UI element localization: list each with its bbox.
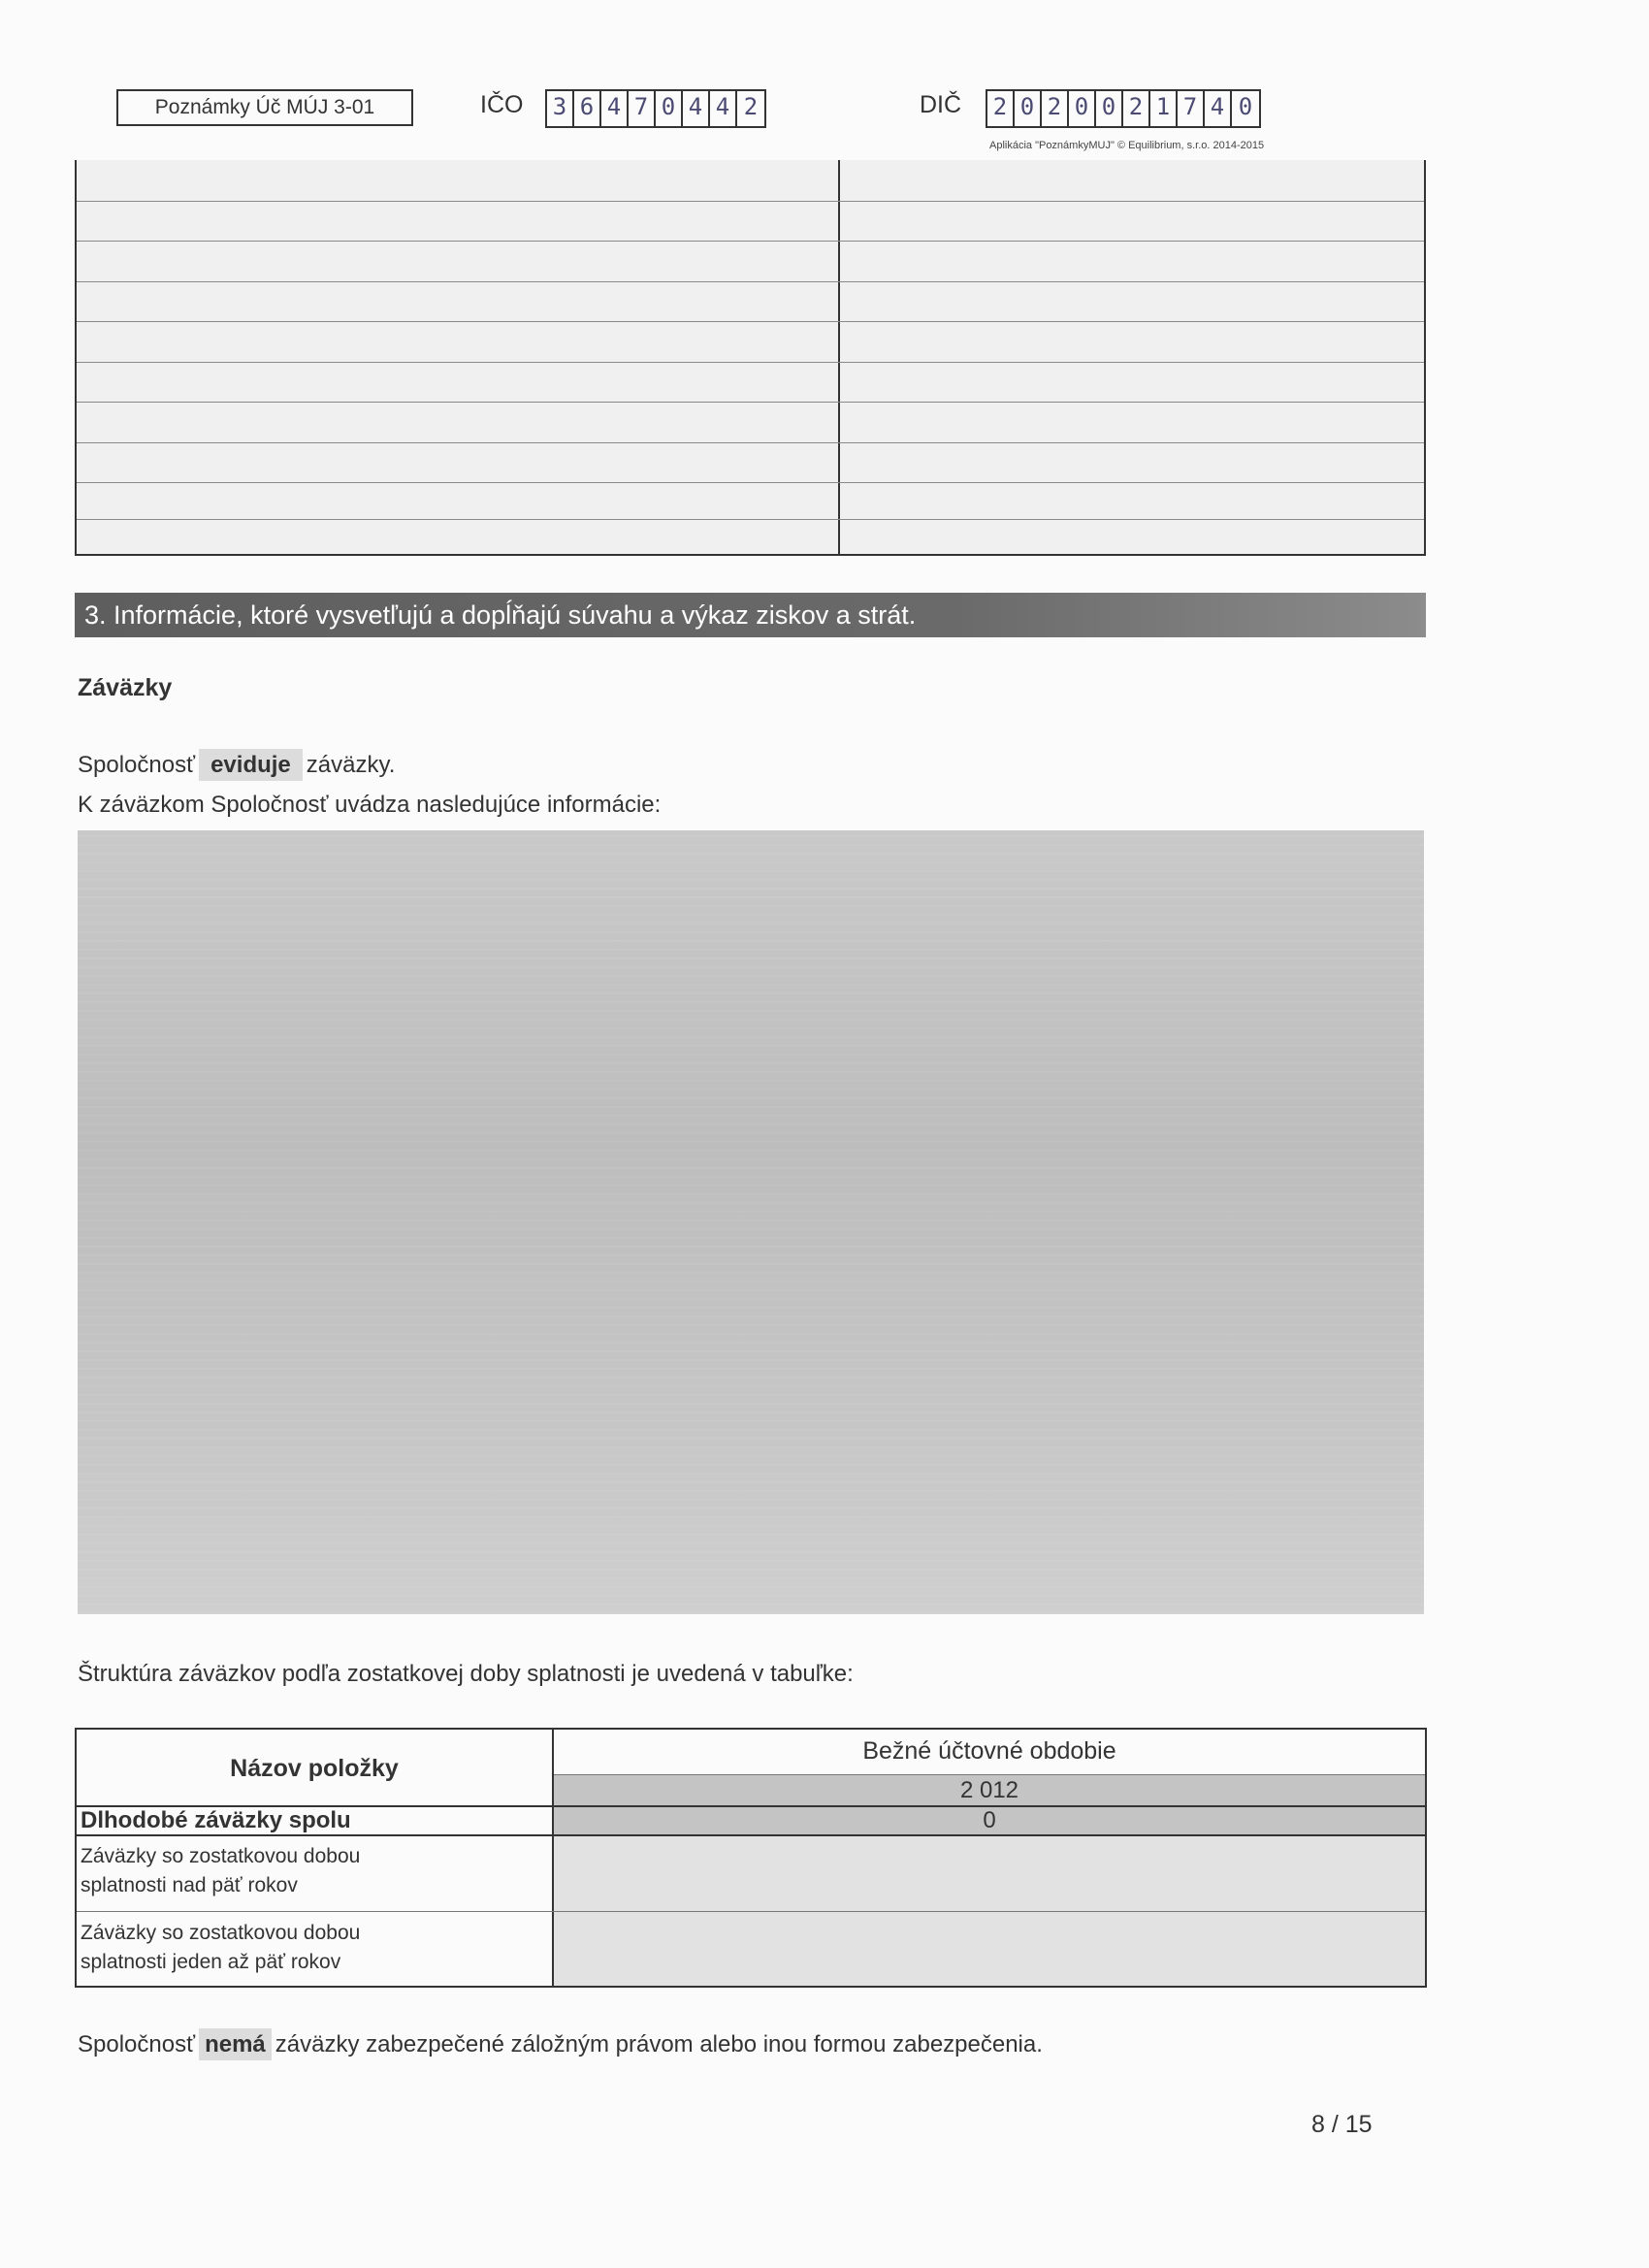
ico-digit: 0 [656, 91, 683, 126]
ruled-line [77, 201, 1424, 202]
column-divider [552, 1730, 554, 1986]
ruled-line [77, 362, 1424, 363]
liabilities-status-value: eviduje [199, 749, 303, 781]
row-value-total: 0 [983, 1807, 996, 1833]
form-code-box: Poznámky Úč MÚJ 3-01 [116, 89, 413, 126]
statement-suffix: záväzky. [306, 752, 396, 778]
liabilities-intro: K záväzkom Spoločnosť uvádza nasledujúce informácie: [78, 792, 662, 818]
col-header-period: Bežné účtovné obdobie [862, 1737, 1116, 1765]
row-label-total: Dlhodobé záväzky spolu [81, 1807, 351, 1833]
secured-suffix: záväzky zabezpečené záložným právom alebo inou formou zabezpečenia. [275, 2031, 1043, 2057]
dic-digit: 0 [1015, 91, 1042, 126]
dic-digit: 1 [1150, 91, 1178, 126]
dic-digit: 0 [1096, 91, 1123, 126]
maturity-table [75, 1728, 1427, 1988]
column-divider [838, 160, 840, 554]
ruled-line [77, 241, 1424, 242]
section-heading: 3. Informácie, ktoré vysvetľujú a dopĺňajú súvahu a výkaz ziskov a strát. [75, 593, 1426, 637]
ruled-line [77, 281, 1424, 282]
liabilities-info-field [78, 830, 1424, 1614]
secured-status-value: nemá [199, 2028, 272, 2060]
secured-liabilities-statement [78, 2031, 1043, 2058]
ruled-line [77, 321, 1424, 322]
dic-digit: 2 [1042, 91, 1069, 126]
ico-digit: 7 [629, 91, 656, 126]
dic-digit-boxes [986, 89, 1261, 128]
ico-digit: 4 [601, 91, 629, 126]
statement-prefix: Spoločnosť [78, 752, 196, 778]
secured-prefix: Spoločnosť [78, 2031, 196, 2057]
ico-digit: 4 [683, 91, 710, 126]
row-label-one-to-five: Záväzky so zostatkovou dobou splatnosti jeden až päť rokov [81, 1922, 361, 1973]
subheading-liabilities: Záväzky [78, 674, 173, 701]
ruled-line [77, 402, 1424, 403]
dic-digit: 7 [1178, 91, 1205, 126]
dic-label: DIČ [920, 91, 962, 118]
ico-digit: 6 [574, 91, 601, 126]
dic-digit: 0 [1238, 93, 1253, 120]
copyright-note: Aplikácia "PoznámkyMUJ" © Equilibrium, s.r.o. 2014-2015 [989, 140, 1265, 151]
dic-digit: 4 [1205, 91, 1232, 126]
dic-digit: 2 [1123, 91, 1150, 126]
ico-digit: 3 [547, 91, 574, 126]
ruled-line [77, 482, 1424, 483]
maturity-intro: Štruktúra záväzkov podľa zostatkovej doby splatnosti je uvedená v tabuľke: [78, 1661, 854, 1687]
ico-label: IČO [480, 91, 524, 118]
ico-digit-boxes [545, 89, 766, 128]
row-divider [77, 1834, 1425, 1836]
row-divider [77, 1911, 1425, 1912]
col-header-item: Názov položky [230, 1755, 399, 1782]
row-label-over-five: Záväzky so zostatkovou dobou splatnosti nad päť rokov [81, 1845, 361, 1896]
ruled-line [77, 519, 1424, 520]
continued-notes-table [75, 160, 1426, 556]
col-header-year: 2 012 [959, 1777, 1019, 1803]
ico-digit: 4 [710, 91, 737, 126]
ruled-line [77, 442, 1424, 443]
liabilities-statement [78, 752, 395, 779]
dic-digit: 0 [1069, 91, 1096, 126]
row-divider [554, 1774, 1425, 1775]
dic-digit: 2 [987, 91, 1015, 126]
page-number: 8 / 15 [1311, 2111, 1373, 2138]
ico-digit: 2 [743, 93, 759, 120]
